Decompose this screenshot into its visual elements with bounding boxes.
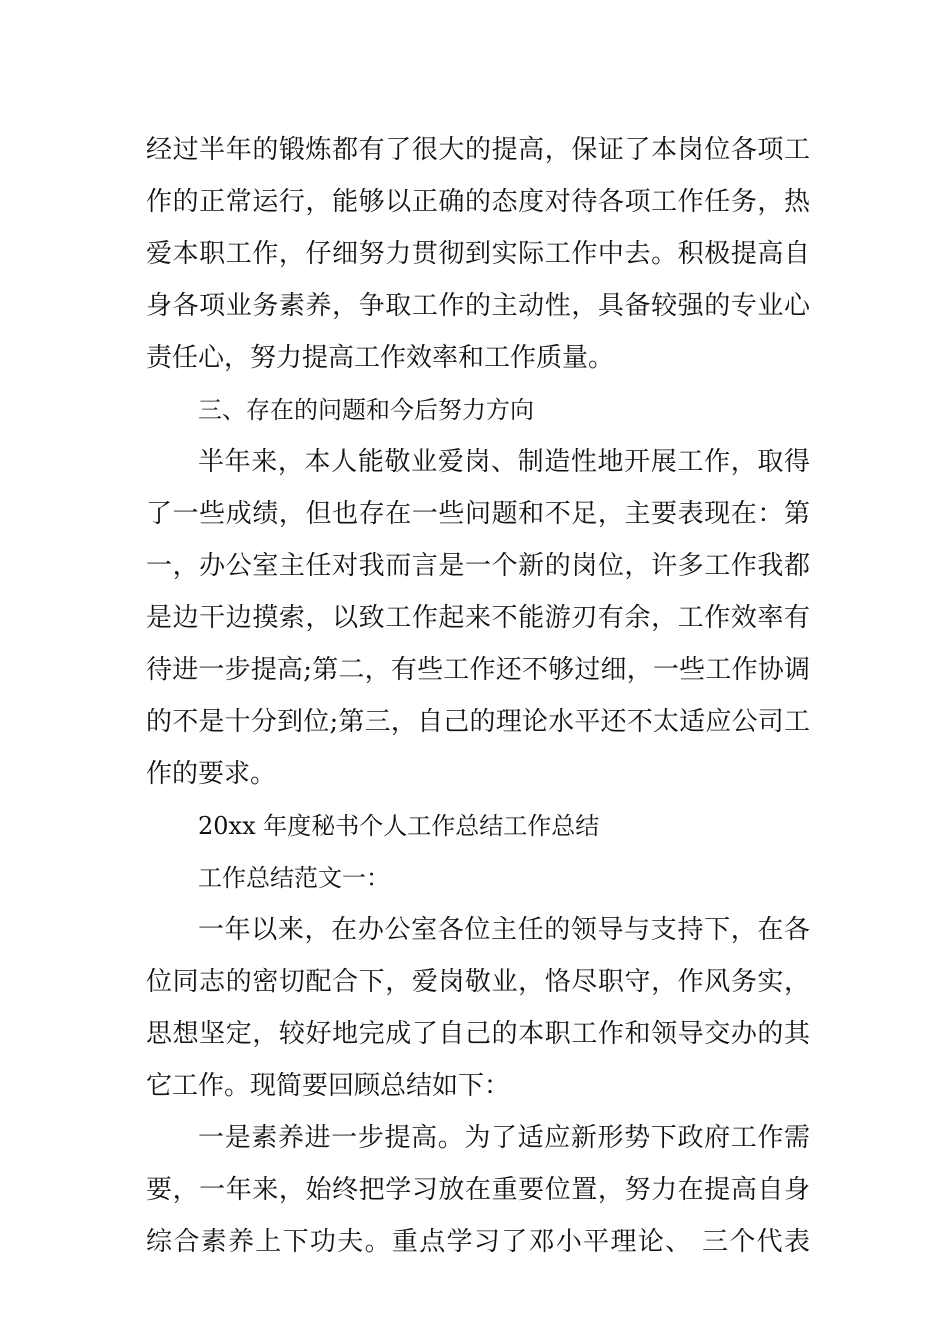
paragraph-line: 半年来，本人能敬业爱岗、制造性地开展工作，取得 — [198, 447, 810, 477]
paragraph-line: 的不是十分到位;第三，自己的理论水平还不太适应公司工 — [146, 707, 810, 737]
paragraph-line: 作的要求。 — [146, 759, 277, 789]
paragraph-line: 一是素养进一步提高。为了适应新形势下政府工作需 — [198, 1123, 810, 1153]
paragraph-line: 位同志的密切配合下，爱岗敬业，恪尽职守，作风务实， — [146, 967, 810, 997]
paragraph-line: 一年以来，在办公室各位主任的领导与支持下，在各 — [198, 915, 810, 945]
paragraph-line: 一，办公室主任对我而言是一个新的岗位，许多工作我都 — [146, 551, 810, 581]
document-body — [146, 124, 810, 1268]
paragraph-line: 爱本职工作，仔细努力贯彻到实际工作中去。积极提高自 — [146, 239, 810, 269]
paragraph-line: 综合素养上下功夫。重点学习了邓小平理论、 三个代表 — [146, 1227, 810, 1257]
paragraph-line: 经过半年的锻炼都有了很大的提高，保证了本岗位各项工 — [146, 135, 810, 165]
paragraph-line: 身各项业务素养，争取工作的主动性，具备较强的专业心 — [146, 291, 810, 321]
paragraph-line: 它工作。现简要回顾总结如下： — [146, 1071, 511, 1101]
paragraph-line: 责任心，努力提高工作效率和工作质量。 — [146, 343, 615, 373]
paragraph-line: 作的正常运行，能够以正确的态度对待各项工作任务，热 — [146, 187, 810, 217]
paragraph-line: 思想坚定，较好地完成了自己的本职工作和领导交办的其 — [146, 1019, 810, 1049]
paragraph-line: 是边干边摸索，以致工作起来不能游刃有余，工作效率有 — [146, 603, 810, 633]
section-heading: 工作总结范文一： — [198, 864, 390, 892]
paragraph-line: 待进一步提高;第二，有些工作还不够过细，一些工作协调 — [146, 655, 810, 685]
section-heading: 20xx 年度秘书个人工作总结工作总结 — [198, 812, 600, 840]
paragraph-line: 了一些成绩，但也存在一些问题和不足，主要表现在：第 — [146, 499, 810, 529]
section-heading: 三、存在的问题和今后努力方向 — [198, 396, 534, 424]
paragraph-line: 要，一年来，始终把学习放在重要位置，努力在提高自身 — [146, 1175, 810, 1205]
